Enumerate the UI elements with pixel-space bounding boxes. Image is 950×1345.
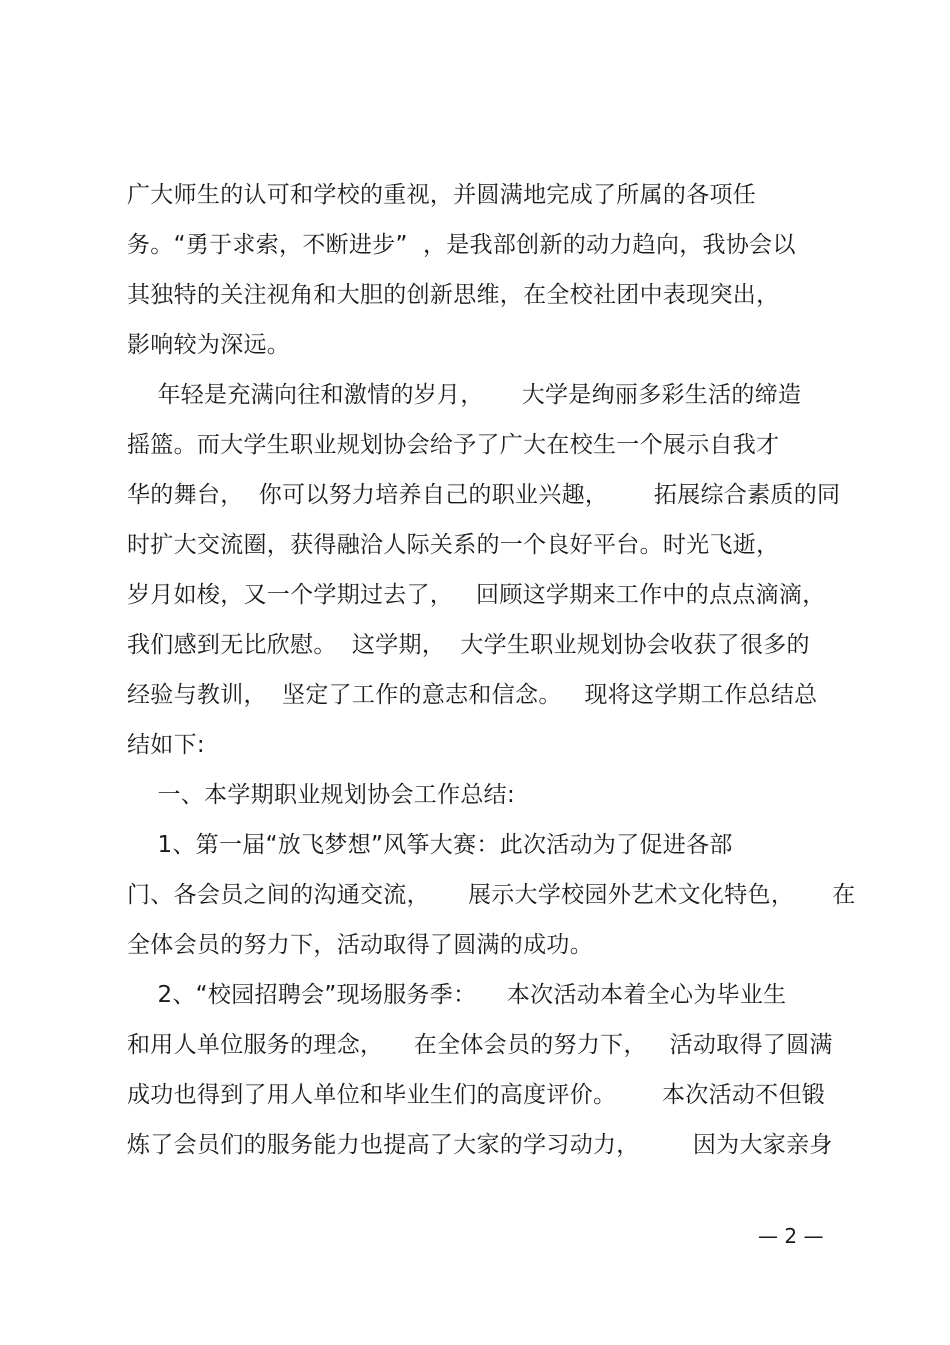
text-line: 华的舞台， 你可以努力培养自己的职业兴趣， 拓展综合素质的同 — [127, 482, 841, 508]
text-line: 全体会员的努力下，活动取得了圆满的成功。 — [127, 932, 593, 958]
text-line: 成功也得到了用人单位和毕业生们的高度评价。 本次活动不但锻 — [127, 1082, 826, 1108]
text-line: 务。“勇于求索，不断进步” ，是我部创新的动力趋向，我协会以 — [127, 232, 796, 258]
text-line: 其独特的关注视角和大胆的创新思维，在全校社团中表现突出， — [127, 282, 780, 308]
text-line: 结如下: — [127, 732, 205, 758]
text-line: 炼了会员们的服务能力也提高了大家的学习动力， 因为大家亲身 — [127, 1132, 833, 1158]
list-item-start-line: 1、第一届“放飞梦想”风筝大赛：此次活动为了促进各部 — [127, 832, 733, 858]
text-line: 我们感到无比欣慰。 这学期， 大学生职业规划协会收获了很多的 — [127, 632, 810, 658]
paragraph-start-line: 年轻是充满向往和激情的岁月， 大学是绚丽多彩生活的缔造 — [127, 382, 802, 408]
page-number: — 2 — — [758, 1224, 824, 1248]
text-line: 岁月如梭，又一个学期过去了， 回顾这学期来工作中的点点滴滴， — [127, 582, 826, 608]
text-line: 门、各会员之间的沟通交流， 展示大学校园外艺术文化特色， 在 — [127, 882, 856, 908]
text-line: 广大师生的认可和学校的重视，并圆满地完成了所属的各项任 — [127, 182, 757, 208]
text-line: 和用人单位服务的理念， 在全体会员的努力下， 活动取得了圆满 — [127, 1032, 833, 1058]
list-item-start-line: 2、“校园招聘会”现场服务季： 本次活动本着全心为毕业生 — [127, 982, 787, 1008]
text-line: 时扩大交流圈，获得融洽人际关系的一个良好平台。时光飞逝， — [127, 532, 780, 558]
text-line: 摇篮。而大学生职业规划协会给予了广大在校生一个展示自我才 — [127, 432, 780, 458]
text-line: 影响较为深远。 — [127, 332, 291, 358]
section-heading: 一、本学期职业规划协会工作总结: — [127, 782, 515, 808]
text-line: 经验与教训， 坚定了工作的意志和信念。 现将这学期工作总结总 — [127, 682, 818, 708]
